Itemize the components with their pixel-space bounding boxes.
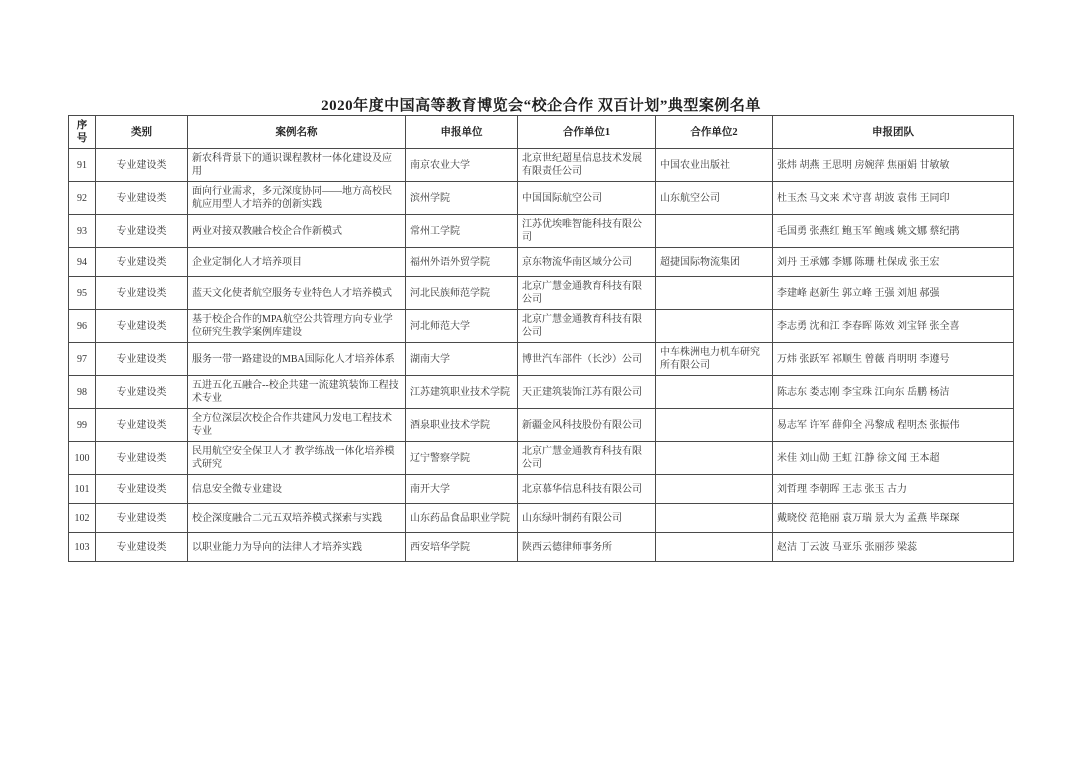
cell-category: 专业建设类 — [96, 533, 188, 562]
header-cell-case-name: 案例名称 — [188, 116, 406, 149]
cell-applicant: 南京农业大学 — [406, 149, 518, 182]
cell-applicant: 河北民族师范学院 — [406, 277, 518, 310]
table-row — [69, 248, 1014, 277]
cell-partner1: 新疆金风科技股份有限公司 — [518, 409, 656, 442]
table-row — [69, 504, 1014, 533]
cell-partner1: 北京世纪超星信息技术发展有限责任公司 — [518, 149, 656, 182]
cell-category: 专业建设类 — [96, 475, 188, 504]
cell-partner1: 京东物流华南区域分公司 — [518, 248, 656, 277]
table-header-row — [69, 116, 1014, 149]
cell-applicant: 江苏建筑职业技术学院 — [406, 376, 518, 409]
cell-no: 95 — [69, 277, 96, 310]
cell-partner2 — [656, 409, 773, 442]
cell-team: 杜玉杰 马文来 术守喜 胡波 袁伟 王同印 — [773, 182, 1014, 215]
cell-no: 91 — [69, 149, 96, 182]
cell-applicant: 湖南大学 — [406, 343, 518, 376]
cell-team: 刘哲理 李朝晖 王志 张玉 古力 — [773, 475, 1014, 504]
table-row — [69, 442, 1014, 475]
cell-partner1: 北京慕华信息科技有限公司 — [518, 475, 656, 504]
cell-partner1: 陕西云德律师事务所 — [518, 533, 656, 562]
cell-no: 99 — [69, 409, 96, 442]
header-cell-applicant: 申报单位 — [406, 116, 518, 149]
cell-applicant: 河北师范大学 — [406, 310, 518, 343]
cell-no: 97 — [69, 343, 96, 376]
cell-category: 专业建设类 — [96, 376, 188, 409]
cell-team: 易志军 许军 薛仰全 冯黎成 程明杰 张振伟 — [773, 409, 1014, 442]
header-cell-partner1: 合作单位1 — [518, 116, 656, 149]
cell-partner2 — [656, 475, 773, 504]
cell-case-name: 蓝天文化使者航空服务专业特色人才培养模式 — [188, 277, 406, 310]
cell-applicant: 常州工学院 — [406, 215, 518, 248]
cell-no: 103 — [69, 533, 96, 562]
cell-team: 赵洁 丁云波 马亚乐 张丽莎 梁蕊 — [773, 533, 1014, 562]
cell-case-name: 服务一带一路建设的MBA国际化人才培养体系 — [188, 343, 406, 376]
cell-partner2 — [656, 376, 773, 409]
cell-partner2 — [656, 504, 773, 533]
table-body — [69, 149, 1014, 562]
cell-case-name: 以职业能力为导向的法律人才培养实践 — [188, 533, 406, 562]
cell-partner1: 中国国际航空公司 — [518, 182, 656, 215]
cell-partner2 — [656, 310, 773, 343]
cell-category: 专业建设类 — [96, 182, 188, 215]
cell-partner1: 北京广慧金通教育科技有限公司 — [518, 310, 656, 343]
cell-category: 专业建设类 — [96, 277, 188, 310]
case-list-table — [68, 115, 1014, 562]
cell-case-name: 基于校企合作的MPA航空公共管理方向专业学位研究生教学案例库建设 — [188, 310, 406, 343]
cell-partner2: 中国农业出版社 — [656, 149, 773, 182]
cell-applicant: 山东药品食品职业学院 — [406, 504, 518, 533]
cell-partner2: 中车株洲电力机车研究所有限公司 — [656, 343, 773, 376]
cell-team: 刘丹 王承娜 李娜 陈珊 杜保成 张王宏 — [773, 248, 1014, 277]
cell-partner1: 博世汽车部件（长沙）公司 — [518, 343, 656, 376]
cell-case-name: 新农科背景下的通识课程教材一体化建设及应用 — [188, 149, 406, 182]
cell-applicant: 辽宁警察学院 — [406, 442, 518, 475]
cell-team: 李建峰 赵新生 郭立峰 王强 刘旭 郝强 — [773, 277, 1014, 310]
cell-applicant: 福州外语外贸学院 — [406, 248, 518, 277]
table-row — [69, 475, 1014, 504]
cell-case-name: 两业对接双教融合校企合作新模式 — [188, 215, 406, 248]
cell-applicant: 南开大学 — [406, 475, 518, 504]
cell-team: 米佳 刘山勋 王虹 江静 徐文闻 王本超 — [773, 442, 1014, 475]
cell-applicant: 西安培华学院 — [406, 533, 518, 562]
cell-case-name: 校企深度融合二元五双培养模式探索与实践 — [188, 504, 406, 533]
header-cell-category: 类别 — [96, 116, 188, 149]
table-row — [69, 343, 1014, 376]
cell-category: 专业建设类 — [96, 215, 188, 248]
cell-applicant: 酒泉职业技术学院 — [406, 409, 518, 442]
cell-partner1: 山东绿叶制药有限公司 — [518, 504, 656, 533]
header-cell-no: 序号 — [69, 116, 96, 149]
cell-case-name: 信息安全微专业建设 — [188, 475, 406, 504]
cell-category: 专业建设类 — [96, 442, 188, 475]
cell-partner1: 江苏优埃唯智能科技有限公司 — [518, 215, 656, 248]
page-title: 2020年度中国高等教育博览会“校企合作 双百计划”典型案例名单 — [321, 98, 761, 114]
cell-category: 专业建设类 — [96, 149, 188, 182]
cell-team: 陈志东 娄志刚 李宝珠 江向东 岳鹏 杨洁 — [773, 376, 1014, 409]
cell-no: 101 — [69, 475, 96, 504]
cell-team: 万炜 张跃军 祁顺生 曾薇 肖明明 李遵号 — [773, 343, 1014, 376]
cell-case-name: 民用航空安全保卫人才 教学练战一体化培养模式研究 — [188, 442, 406, 475]
table-row — [69, 277, 1014, 310]
cell-case-name: 全方位深层次校企合作共建风力发电工程技术专业 — [188, 409, 406, 442]
table-row — [69, 182, 1014, 215]
cell-no: 98 — [69, 376, 96, 409]
cell-partner1: 北京广慧金通教育科技有限公司 — [518, 277, 656, 310]
table-row — [69, 215, 1014, 248]
cell-partner1: 天正建筑装饰江苏有限公司 — [518, 376, 656, 409]
cell-no: 94 — [69, 248, 96, 277]
cell-category: 专业建设类 — [96, 504, 188, 533]
cell-team: 毛国勇 张燕红 鲍玉军 鲍彧 姚文娜 蔡纪鹃 — [773, 215, 1014, 248]
cell-partner2: 山东航空公司 — [656, 182, 773, 215]
header-cell-partner2: 合作单位2 — [656, 116, 773, 149]
cell-case-name: 五进五化五融合--校企共建一流建筑装饰工程技术专业 — [188, 376, 406, 409]
table-row — [69, 310, 1014, 343]
cell-partner2 — [656, 533, 773, 562]
cell-case-name: 面向行业需求，多元深度协同——地方高校民航应用型人才培养的创新实践 — [188, 182, 406, 215]
cell-partner2: 超捷国际物流集团 — [656, 248, 773, 277]
cell-no: 102 — [69, 504, 96, 533]
table-row — [69, 149, 1014, 182]
cell-team: 李志勇 沈和江 李春晖 陈效 刘宝铎 张全喜 — [773, 310, 1014, 343]
cell-partner2 — [656, 215, 773, 248]
cell-category: 专业建设类 — [96, 343, 188, 376]
table-row — [69, 376, 1014, 409]
header-cell-team: 申报团队 — [773, 116, 1014, 149]
cell-no: 96 — [69, 310, 96, 343]
table-row — [69, 409, 1014, 442]
cell-team: 戴晓佼 范艳丽 袁万瑞 景大为 孟燕 毕琛琛 — [773, 504, 1014, 533]
cell-case-name: 企业定制化人才培养项目 — [188, 248, 406, 277]
cell-partner2 — [656, 277, 773, 310]
cell-applicant: 滨州学院 — [406, 182, 518, 215]
cell-partner2 — [656, 442, 773, 475]
table-row — [69, 533, 1014, 562]
cell-partner1: 北京广慧金通教育科技有限公司 — [518, 442, 656, 475]
cell-no: 93 — [69, 215, 96, 248]
cell-team: 张炜 胡燕 王思明 房婉萍 焦丽娟 甘敏敏 — [773, 149, 1014, 182]
cell-category: 专业建设类 — [96, 248, 188, 277]
cell-category: 专业建设类 — [96, 409, 188, 442]
cell-no: 92 — [69, 182, 96, 215]
cell-no: 100 — [69, 442, 96, 475]
cell-category: 专业建设类 — [96, 310, 188, 343]
